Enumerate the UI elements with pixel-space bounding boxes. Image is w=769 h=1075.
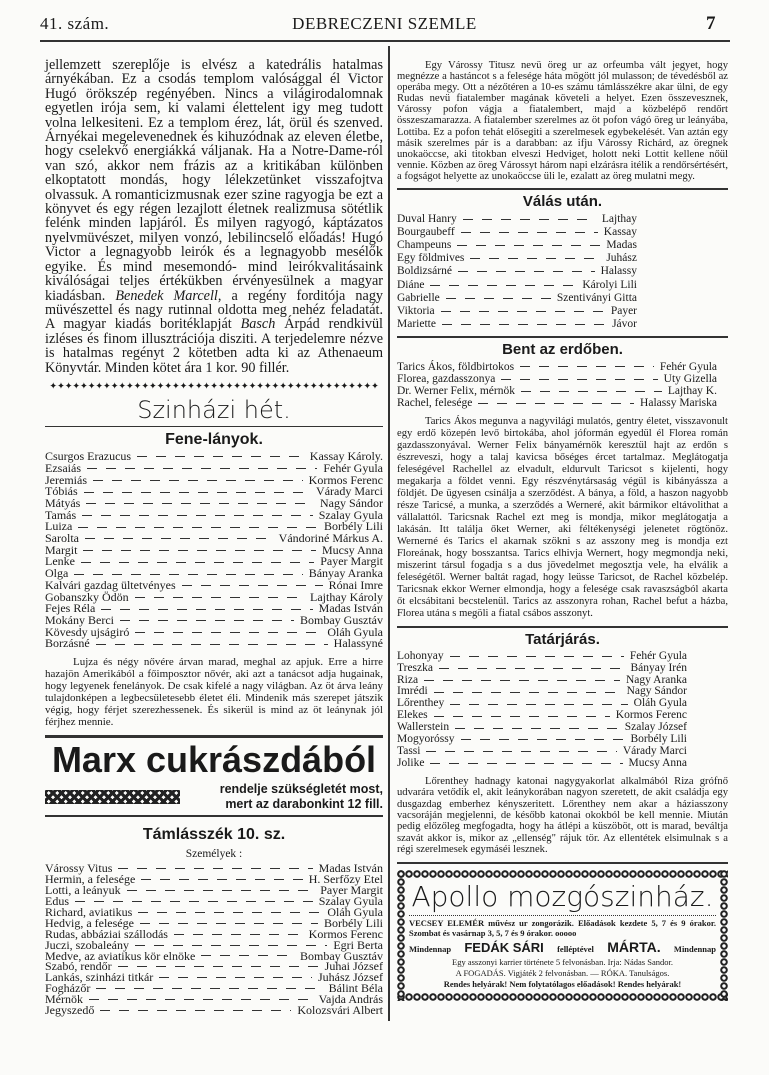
column-divider — [388, 46, 390, 1021]
cast-row — [45, 638, 383, 650]
actor-name: Nagy Sándor — [626, 685, 687, 698]
role-name: Imrédi — [397, 685, 428, 698]
actor-name: Várady Marci — [622, 744, 687, 757]
article-text: , a regény forditója nagy müvészettel és nagy rutinnal oldotta meg nehéz feladatát. A magyar kiadás boritéklapját — [45, 287, 384, 333]
role-name: Medve, az aviatikus kör elnöke — [45, 948, 196, 963]
apollo-cinema-ad — [397, 870, 728, 1001]
bead-border — [397, 870, 405, 1001]
dash-leader — [96, 644, 328, 645]
role-name: Jegyszedő — [45, 1003, 95, 1018]
role-name: Richard, aviatikus — [45, 904, 133, 919]
dash-leader — [450, 704, 627, 705]
dash-leader — [96, 988, 322, 989]
actor-name: Madas — [606, 239, 637, 252]
cast-list — [397, 651, 687, 770]
actor-name: Juhász — [606, 252, 637, 265]
actor-name: Kormos Ferenc — [308, 926, 383, 941]
dash-leader — [118, 966, 319, 967]
dash-leader — [434, 692, 621, 693]
cast-row — [397, 265, 637, 278]
ad-feature-line — [409, 939, 716, 957]
ad-line: Rendes helyárak! Nem folytatólagos előadások! Rendes helyárak! — [443, 978, 682, 989]
role-name: Gabrielle — [397, 291, 440, 304]
role-name: Tarics Ákos, földbirtokos — [397, 360, 515, 373]
role-name: Lankás, szinházi titkár — [45, 970, 154, 985]
cast-row — [397, 361, 717, 373]
dash-leader — [458, 271, 595, 272]
actor-name: Halassy — [600, 265, 637, 278]
page-number: 7 — [706, 13, 716, 34]
dash-leader — [86, 503, 314, 504]
dash-leader — [74, 574, 302, 575]
actor-name: Oláh Gyula — [633, 697, 687, 710]
actor-name: Juhász József — [318, 970, 383, 985]
cast-list — [45, 863, 383, 1016]
play-title: Támlásszék 10. sz. — [142, 826, 286, 844]
dash-leader — [501, 379, 657, 380]
actor-name: Madas István — [318, 601, 383, 616]
cast-row — [397, 651, 687, 663]
dash-leader — [470, 258, 600, 259]
actor-name: Fehér Gyula — [629, 649, 687, 662]
dash-leader — [118, 868, 312, 869]
section-title: Szinházi hét. — [137, 395, 291, 424]
role-name: Csurgos Erazucus — [45, 449, 132, 464]
cast-row — [397, 385, 717, 397]
ad-text: felléptével — [557, 943, 594, 954]
dash-leader — [81, 562, 314, 563]
star-name: FEDÁK SÁRI — [464, 939, 544, 955]
dash-leader — [78, 527, 318, 528]
actor-name: Károlyi Lili — [582, 278, 637, 291]
actor-name: Lajthay K. — [667, 385, 717, 398]
role-name: Mátyás — [45, 495, 81, 510]
actor-name: H. Serfőzy Etel — [308, 872, 383, 887]
dash-leader — [439, 668, 624, 669]
header-rule — [40, 40, 730, 42]
actor-name: Borbély Lili — [324, 915, 383, 930]
bead-border — [720, 870, 728, 1001]
role-name: Mogyoróssy — [397, 733, 455, 746]
cast-list — [397, 361, 717, 410]
play-title: Bent az erdőben. — [502, 340, 623, 358]
role-name: Kövesdy ujságiró — [45, 624, 130, 639]
role-name: Florea, gazdasszonya — [397, 373, 496, 386]
dash-leader — [138, 912, 321, 913]
cast-list — [397, 213, 637, 331]
actor-name: Borbély Lili — [324, 519, 383, 534]
role-name: Kalvári gazdag ültetvényes — [45, 577, 176, 592]
actor-name: Szalay József — [624, 721, 687, 734]
role-name: Diáne — [397, 278, 425, 291]
dash-leader — [141, 879, 302, 880]
divider — [397, 188, 728, 190]
dash-leader — [455, 728, 619, 729]
cast-row — [397, 226, 637, 239]
cast-row — [397, 663, 687, 675]
actor-name: Fehér Gyula — [659, 360, 717, 373]
left-column — [45, 58, 383, 1016]
dash-leader — [127, 890, 315, 891]
right-column — [397, 60, 728, 1001]
divider — [397, 336, 728, 338]
ad-line: Egy asszonyi karrier története 5 felvonásban. Irja: Nádas Sandor. — [452, 956, 673, 967]
article-paragraph: jellemzett szereplője is elvész a katedrális hatalmas árnyékában. Ez a csodás templom valósággal él Victor Hugó örökszép regényében. Nincs a világirodalomnak egyetlen irója sem, ki valami élettelent igy meg tudott volna lelkesiteni. Ez a templom érez, lát, örül és szenved. Árnyékai megelevenednek és kihuzódnak az eleven életbe, hogy cselekvő energiákká váljanak. Ha a Notre-Dame-ról van szó, akkor nem frázis az a kritikában különben elkoptatott mondás, hogy lélekzetünket visszafojtva olvassuk. A romanticizmusnak ezer szine ragyogja be ezt a könyvet és egy régen lezajlott életnek realizmusa sötétlik felénk minden lapjáról. És milyen ragyogó, káptázatos nyelvmüvészet, milyen vonzó, lebilincselő előadás! Hugó Victor a legnagyobb leirók és a legnagyobb mesélők egyike. És mind mesemondó- mind leirókvalitásaink kiválóságai teljes értékükben érvényesülnek a magyar kiadásban. — [45, 57, 383, 304]
actor-name: Oláh Gyula — [327, 624, 383, 639]
role-name: Rachel, felesége — [397, 397, 473, 410]
role-name: Sarolta — [45, 531, 79, 546]
role-name: Edus — [45, 893, 69, 908]
play-summary: Lujza és négy nővére árvan marad, meghal az apjuk. Erre a hirre hazajön Amerikából a főimposztor nővér, aki azt a tanácsot adja hugainak, hogy legyenek fenelányok. De csak kifelé a nagy világban. Az öt árva leány tulajdonképen a legbecsületesebb életet éli. Mindenik más szerepet játszik végig, hogy férjet szerezhessenek. És sikerül is mind az öt leánynak jól férjhez mennie. — [45, 656, 383, 729]
role-name: Viktoria — [397, 304, 435, 317]
film-title: MÁRTA. — [607, 938, 661, 955]
dash-leader — [182, 585, 323, 586]
dash-leader — [461, 739, 625, 740]
dash-leader — [75, 901, 313, 902]
dash-leader — [100, 1010, 291, 1011]
actor-name: Várady Marci — [316, 484, 383, 499]
cast-row — [397, 213, 637, 226]
dash-leader — [159, 977, 312, 978]
actor-name: Payer Margit — [320, 883, 383, 898]
play-title: Fene-lányok. — [165, 430, 263, 448]
actor-name: Kolozsvári Albert — [297, 1003, 383, 1018]
illustrator-name: Basch — [240, 316, 276, 333]
dash-leader — [135, 597, 304, 598]
actor-name: Halassy Mariska — [640, 397, 717, 410]
dash-leader — [93, 480, 303, 481]
divider — [45, 815, 383, 817]
actor-name: Mucsy Anna — [322, 542, 383, 557]
dash-leader — [430, 763, 622, 764]
role-name: Treszka — [397, 661, 433, 674]
play-title: Tatárjárás. — [525, 630, 600, 648]
actor-name: Vajda András — [318, 992, 383, 1007]
dash-leader — [201, 955, 294, 956]
cast-row — [397, 279, 637, 292]
dash-leader — [478, 403, 634, 404]
actor-name: Egri Berta — [333, 937, 383, 952]
role-name: Egy földmives — [397, 252, 465, 265]
role-name: Lőrenthey — [397, 697, 445, 710]
role-name: Olga — [45, 566, 69, 581]
dash-leader — [457, 245, 600, 246]
actor-name: Madas István — [318, 861, 383, 876]
actor-name: Vándoriné Márkus A. — [278, 531, 383, 546]
actor-name: Kormos Ferenc — [308, 472, 383, 487]
role-name: Elekes — [397, 709, 428, 722]
role-name: Margit — [45, 542, 78, 557]
role-name: Duval Hanry — [397, 213, 457, 226]
role-name: Szabó, rendőr — [45, 959, 112, 974]
dash-leader — [426, 751, 616, 752]
dash-leader — [83, 550, 316, 551]
divider — [45, 426, 383, 427]
role-name: Fejes Réla — [45, 601, 96, 616]
role-name: Borzásné — [45, 636, 90, 651]
actor-name: Szentiványi Gitta — [556, 291, 637, 304]
dash-leader — [441, 311, 605, 312]
actor-name: Payer — [610, 304, 637, 317]
dash-leader — [434, 716, 610, 717]
role-name: Champeuns — [397, 239, 452, 252]
role-name: Juczi, szobaleány — [45, 937, 129, 952]
dash-leader — [174, 934, 303, 935]
cast-row — [397, 373, 717, 385]
dash-leader — [101, 609, 312, 610]
divider — [397, 626, 728, 628]
dash-leader — [463, 219, 596, 220]
cast-row — [397, 397, 717, 409]
dash-leader — [442, 324, 606, 325]
divider — [397, 862, 728, 864]
role-name: Lotti, a leányuk — [45, 883, 121, 898]
role-name: Bourgaubeff — [397, 226, 455, 239]
persons-label: Személyek : — [185, 848, 243, 861]
role-name: Riza — [397, 673, 419, 686]
play-title: Válás után. — [522, 193, 603, 211]
cast-row — [45, 624, 383, 639]
actor-name: Nagy Aranka — [626, 673, 687, 686]
role-name: Tassi — [397, 744, 421, 757]
actor-name: Bombay Gusztáv — [300, 948, 383, 963]
ad-line: rendelje szükségletét most, — [219, 782, 383, 797]
ad-line: VECSEY ELEMÉR művész ur zongorázik. Előadások kezdete 5, 7 és 9 órakor. Szombat és vasárnap 3, 5, 7 és 9 órakor. ooooo — [409, 917, 716, 938]
actor-name: Fehér Gyula — [323, 460, 383, 475]
actor-name: Juhai József — [324, 959, 383, 974]
play-summary: Lőrenthey hadnagy katonai nagygyakorlat alkalmából Riza grófnő udvarára vetődik el, akit leánykorában nagyon szeretett, de akit családja egy dusgazdag emberhez kényszeritett. Lőrenthey nem akar a háziasszony vacsoráján megjelenni, de később katonai okokból be kell mennie. Miután pedig előzőleg megfogadta, hogy ha átlépi a küszöböt, ott is marad, beváltja szavát akkor is, mikor az „ellenség" rájuk tör. Az ellentétek elsimulnak s a régi szerelmesek egymáséi lesznek. — [397, 775, 728, 856]
cast-row — [397, 239, 637, 252]
actor-name: Jávor — [612, 317, 637, 330]
bead-border — [397, 993, 728, 1001]
actor-name: Kassay Károly. — [309, 449, 383, 464]
role-name: Boldizsárné — [397, 265, 452, 278]
cast-row — [45, 1005, 383, 1016]
dash-leader — [521, 391, 662, 392]
article-text: Árpád rendkivül izléses és finom illusztrációja disziti. A terjedelemre nézve is hatalmas regényt 2 kötetben adta ki az Athenaeum Könyvtár. Minden kötet ára 1 kor. 90 fillér. — [45, 316, 383, 376]
role-name: Mariette — [397, 317, 436, 330]
actor-name: Oláh Gyula — [327, 904, 383, 919]
dash-leader — [135, 632, 321, 633]
actor-name: Bálint Béla — [328, 981, 383, 996]
actor-name: Borbély Lili — [630, 733, 687, 746]
role-name: Luiza — [45, 519, 73, 534]
actor-name: Mucsy Anna — [628, 756, 687, 769]
dash-leader — [424, 680, 620, 681]
ad-line: mert az darabonkint 12 fill. — [225, 797, 383, 812]
role-name: Hedvig, a felesége — [45, 915, 134, 930]
dash-leader — [135, 945, 327, 946]
role-name: Gobanszky Ödön — [45, 589, 129, 604]
ornament-border — [45, 790, 180, 804]
actor-name: Szalay Gyula — [318, 507, 383, 522]
bead-border — [397, 870, 728, 878]
ad-text — [220, 782, 383, 812]
actor-name: Halassyné — [333, 636, 383, 651]
role-name: Jeremiás — [45, 472, 87, 487]
cast-row — [397, 318, 637, 331]
dash-leader — [82, 515, 313, 516]
dash-leader — [85, 538, 273, 539]
actor-name: Kormos Ferenc — [615, 709, 687, 722]
role-name: Ezsaiás — [45, 460, 81, 475]
ad-title: Apollo mozgószinház. — [411, 879, 714, 913]
role-name: Várossy Vitus — [45, 861, 113, 876]
ad-row — [45, 782, 383, 812]
cast-row — [397, 252, 637, 265]
actor-name: Szalay Gyula — [318, 893, 383, 908]
publication-title: DEBRECZENI SZEMLE — [292, 14, 477, 33]
actor-name: Lajthay Károly — [310, 589, 383, 604]
cast-row — [397, 758, 687, 770]
dash-leader — [89, 999, 313, 1000]
actor-name: Kassay — [603, 226, 637, 239]
dash-leader — [137, 456, 304, 457]
book-review-article — [45, 58, 383, 375]
role-name: Tóbiás — [45, 484, 78, 499]
cast-list — [45, 451, 383, 650]
dash-leader — [87, 468, 317, 469]
dash-leader — [446, 298, 551, 299]
dotted-rule — [409, 915, 716, 916]
dash-leader — [120, 620, 294, 621]
actor-name: Bányay Aranka — [308, 566, 383, 581]
play-summary: Tarics Ákos megunva a nagyvilági mulatós, gentry életet, visszavonult egy erdő közepén levő birtokába, ahol jóformán egyedül él Florea román gazdasszonyával. Werner Felix bányamérnök keresztül hajt az erdőn s észreveszi, hogy a talaj kavicsa bőséges ércet tartalmaz. Meglátogatja feleségével Rachellel az elvadult, eldurvult Taricsot s kijelenti, hogy megakarja a földet venni. Egy részvénytársaság végül is kibányássza a földjét. De ügyesen csinálja a szerződést. A bánya, a föld, a haszon nagyobb része Taricsé, a munka, a szerződés a Werneré, akit bármikor eltávolithat a vállalattól. Taricsnak Rachel ezt meg is mondja, mikor meglátogatja a lakásán. Itt találja őket Werner, aki féltékenységi jelenetet rögtönöz. Wernerné és Tarics el akarnak szökni s az asszony meg is mondja ezt Floreának, hogy bosszantsa. Tarics elhivja Wernert, hogy megmondja neki, miszerint társul fogadja s a dus jövedelmet megosztja vele, ha elválik a feleségétől. Werner baltát ragad, hogy leüsse Taricsot, de Rachel közbelép. Taricsnak ekkor Werner elmondja, hogy a felesége csak ravaszságból akarta őt elcsábitani becstelenül. Tarics az asszonyra rohan, Rachel befut a házba, Florea utána s megöli a fiatal csábos asszonyt. — [397, 415, 728, 619]
star-divider: ✦✦✦✦✦✦✦✦✦✦✦✦✦✦✦✦✦✦✦✦✦✦✦✦✦✦✦✦✦✦✦✦✦✦✦✦✦✦✦✦✦✦✦ — [49, 381, 379, 392]
role-name: Fogházőr — [45, 981, 91, 996]
dash-leader — [450, 656, 624, 657]
actor-name: Payer Margit — [320, 554, 383, 569]
role-name: Tamás — [45, 507, 77, 522]
role-name: Rudas, abbáziai szállodás — [45, 926, 168, 941]
role-name: Hermin, a felesége — [45, 872, 136, 887]
play-summary: Egy Várossy Titusz nevü öreg ur az orfeumba vált jegyet, hogy megnézze a hastáncot s a felesége háta mögött jól mulasson; de tévedésből az operába megy. Ott a nézőtéren a 10-es számu támlásszékre akar ülni, de egy Rudas nevü fiatalember magának követeli a helyet. Ezen összevesznek, Várossy pofon vágja a fiatalembert, majd a közbelépő rendőrt összeszamarazza. A fiatalember szerelmes az öt pofon vágó öreg ur leányába, Lottiba. Ez a pofon tehát elősegiti a szerelmesek egybekelését. Van aztán egy másik szerelmes pár is a darabban: az ifju Várossy Richárd, az öregnek unokaöccse, aki titokban elveszi Hedviget, holott neki Lottit kellene nőül vennie. Közben az öreg Várossyt három napi elzárásra itélik a rendőrsértésért, a fogságot helyette az unokaöccse üli le, ezalatt az öreg mulatni megy. — [397, 60, 729, 182]
role-name: Lohonyay — [397, 649, 444, 662]
actor-name: Bányay Irén — [630, 661, 687, 674]
dash-leader — [84, 492, 310, 493]
actor-name: Bombay Gusztáv — [300, 612, 383, 627]
cast-row — [397, 305, 637, 318]
ad-text: Mindennap — [673, 943, 716, 954]
dash-leader — [430, 285, 576, 286]
dash-leader — [520, 366, 654, 367]
role-name: Jolike — [397, 756, 425, 769]
dash-leader — [461, 232, 598, 233]
actor-name: Lajthay — [601, 213, 637, 226]
role-name: Lenke — [45, 554, 75, 569]
role-name: Mérnök — [45, 992, 83, 1007]
role-name: Wallerstein — [397, 721, 450, 734]
cast-row — [397, 292, 637, 305]
actor-name: Nagy Sándor — [320, 495, 383, 510]
translator-name: Benedek Marcell — [115, 287, 218, 304]
ad-headline: Marx cukrászdából — [51, 739, 377, 781]
ad-line: A FOGADÁS. Vigjáték 2 felvonásban. — RÓKA. Tanulságos. — [455, 967, 670, 978]
role-name: Dr. Werner Felix, mérnök — [397, 385, 515, 398]
ad-text: Mindennap — [409, 943, 452, 954]
actor-name: Rónai Imre — [328, 577, 383, 592]
actor-name: Uty Gizella — [663, 373, 717, 386]
dash-leader — [140, 923, 318, 924]
role-name: Mokány Berci — [45, 612, 114, 627]
issue-number: 41. szám. — [40, 14, 110, 33]
